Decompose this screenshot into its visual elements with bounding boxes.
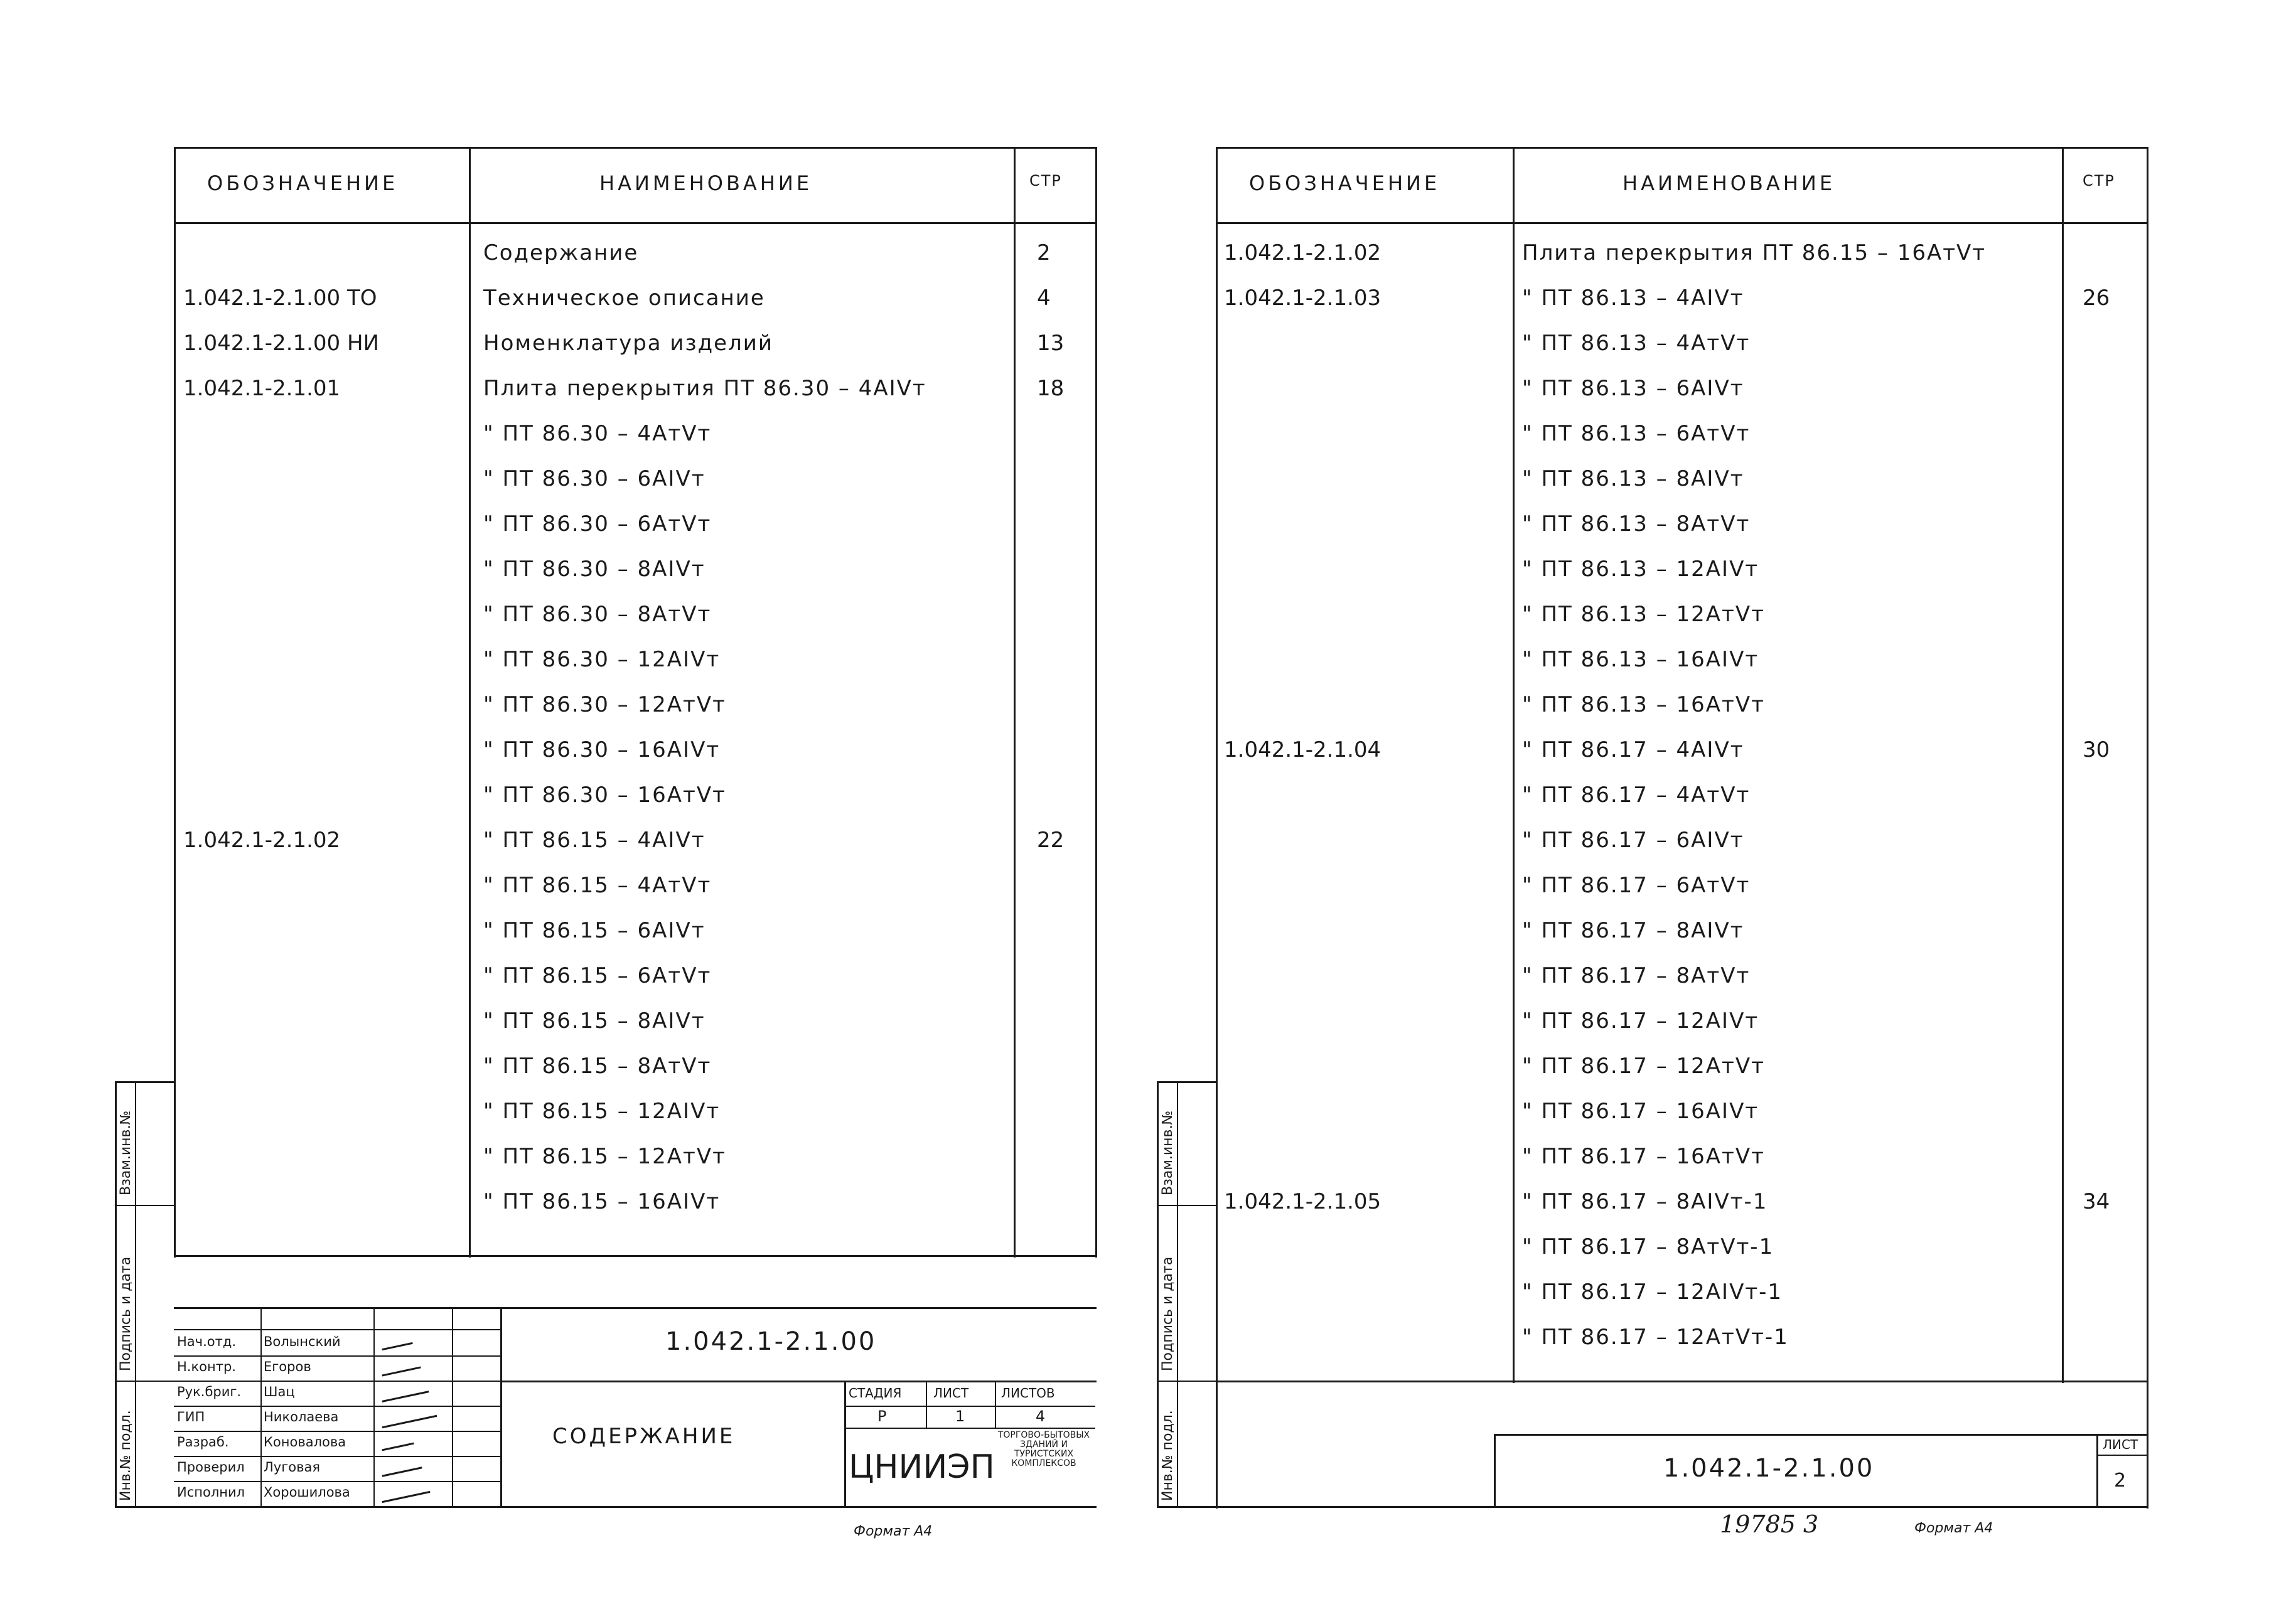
row-page: 18 [1037, 376, 1065, 401]
row-name: " ПТ 86.30 – 4АтVт [483, 421, 712, 446]
row-page: 22 [1037, 828, 1065, 853]
left-stamp-replace-inv: Взам.инв.№ [118, 1110, 134, 1195]
row-name: " ПТ 86.30 – 8АтVт [483, 602, 712, 627]
staff-name: Николаева [264, 1409, 339, 1424]
row-name: " ПТ 86.17 – 6АIVт [1522, 828, 1744, 853]
row-page: 26 [2083, 286, 2110, 311]
left-header-name: НАИМЕНОВАНИЕ [599, 171, 813, 195]
row-name: " ПТ 86.15 – 6АIVт [483, 918, 705, 943]
row-name: " ПТ 86.13 – 6АIVт [1522, 376, 1744, 401]
row-name: " ПТ 86.17 – 4АIVт [1522, 737, 1744, 762]
row-page: 2 [1037, 240, 1051, 265]
right-format-label: Формат А4 [1914, 1520, 1993, 1536]
row-name: Техническое описание [483, 286, 765, 311]
left-stamp-inv-orig: Инв.№ подл. [118, 1410, 134, 1501]
row-page: 34 [2083, 1189, 2110, 1214]
staff-name: Волынский [264, 1334, 341, 1349]
staff-role: Рук.бриг. [177, 1384, 242, 1399]
row-name: " ПТ 86.15 – 6АтVт [483, 963, 712, 988]
right-sheet-label: ЛИСТ [2103, 1437, 2138, 1452]
staff-role: Нач.отд. [177, 1334, 237, 1349]
row-name: " ПТ 86.30 – 16АтVт [483, 783, 726, 808]
left-doc-code: 1.042.1-2.1.00 [665, 1327, 877, 1356]
signature-mark [382, 1443, 414, 1451]
archive-number: 19785 3 [1720, 1510, 1819, 1538]
row-name: " ПТ 86.15 – 16АIVт [483, 1189, 721, 1214]
sheets-label: ЛИСТОВ [1001, 1386, 1055, 1401]
right-sheet-number: 2 [2114, 1470, 2127, 1492]
sheets-value: 4 [1036, 1408, 1046, 1425]
row-name: " ПТ 86.17 – 8АIVт-1 [1522, 1189, 1768, 1214]
row-name: " ПТ 86.30 – 8АIVт [483, 557, 705, 582]
row-name: " ПТ 86.17 – 6АтVт [1522, 873, 1751, 898]
row-designation: 1.042.1-2.1.00 НИ [183, 331, 379, 356]
row-name: " ПТ 86.13 – 16АтVт [1522, 692, 1765, 717]
signature-mark [382, 1415, 437, 1428]
row-name: " ПТ 86.15 – 4АIVт [483, 828, 705, 853]
staff-role: ГИП [177, 1409, 205, 1424]
row-name: " ПТ 86.17 – 4АтVт [1522, 783, 1751, 808]
row-name: " ПТ 86.15 – 8АIVт [483, 1008, 705, 1034]
row-page: 4 [1037, 286, 1051, 311]
row-name: " ПТ 86.17 – 8АтVт [1522, 963, 1751, 988]
row-name: " ПТ 86.17 – 12АтVт-1 [1522, 1325, 1789, 1350]
right-header-page: СТР [2083, 172, 2115, 190]
sheet-value: 1 [955, 1408, 965, 1425]
row-name: " ПТ 86.15 – 12АтVт [483, 1144, 726, 1169]
row-name: Номенклатура изделий [483, 331, 773, 356]
org-name: ЦНИИЭП [849, 1448, 995, 1486]
right-stamp-sign-date: Подпись и дата [1160, 1256, 1176, 1371]
row-name: " ПТ 86.15 – 4АтVт [483, 873, 712, 898]
signature-mark [382, 1391, 429, 1402]
right-stamp-replace-inv: Взам.инв.№ [1160, 1110, 1176, 1195]
stage-value: Р [877, 1408, 887, 1425]
sheet-label: ЛИСТ [933, 1386, 969, 1401]
row-name: " ПТ 86.15 – 12АIVт [483, 1099, 721, 1124]
left-stamp-sign-date: Подпись и дата [118, 1256, 134, 1371]
row-name: " ПТ 86.30 – 16АIVт [483, 737, 721, 762]
row-name: " ПТ 86.13 – 12АтVт [1522, 602, 1765, 627]
right-stamp-inv-orig: Инв.№ подл. [1160, 1410, 1176, 1501]
staff-name: Хорошилова [264, 1485, 350, 1500]
row-name: " ПТ 86.13 – 6АтVт [1522, 421, 1751, 446]
row-designation: 1.042.1-2.1.02 [1224, 240, 1381, 265]
staff-role: Проверил [177, 1460, 245, 1475]
row-name: " ПТ 86.13 – 8АIVт [1522, 466, 1744, 491]
signature-mark [382, 1466, 422, 1477]
left-header-page: СТР [1029, 172, 1062, 190]
signature-mark [382, 1366, 421, 1376]
staff-name: Коновалова [264, 1434, 346, 1450]
right-doc-code: 1.042.1-2.1.00 [1663, 1454, 1875, 1483]
stage-label: СТАДИЯ [849, 1386, 902, 1401]
row-name: " ПТ 86.13 – 8АтVт [1522, 511, 1751, 537]
row-name: " ПТ 86.17 – 8АIVт [1522, 918, 1744, 943]
row-name: Плита перекрытия ПТ 86.15 – 16АтVт [1522, 240, 1987, 265]
right-header-name: НАИМЕНОВАНИЕ [1623, 171, 1836, 195]
row-name: " ПТ 86.30 – 12АIVт [483, 647, 721, 672]
left-doc-title: СОДЕРЖАНИЕ [552, 1424, 736, 1449]
row-page: 13 [1037, 331, 1065, 356]
row-page: 30 [2083, 737, 2110, 762]
row-name: " ПТ 86.30 – 12АтVт [483, 692, 726, 717]
row-name: " ПТ 86.17 – 16АтVт [1522, 1144, 1765, 1169]
row-designation: 1.042.1-2.1.02 [183, 828, 341, 853]
staff-name: Егоров [264, 1359, 311, 1374]
right-header-designation: ОБОЗНАЧЕНИЕ [1249, 171, 1440, 195]
left-format-label: Формат А4 [854, 1524, 933, 1539]
row-name: " ПТ 86.17 – 12АIVт [1522, 1008, 1759, 1034]
row-name: Содержание [483, 240, 639, 265]
staff-name: Шац [264, 1384, 295, 1399]
row-designation: 1.042.1-2.1.01 [183, 376, 341, 401]
row-designation: 1.042.1-2.1.03 [1224, 286, 1381, 311]
staff-role: Н.контр. [177, 1359, 236, 1374]
row-designation: 1.042.1-2.1.05 [1224, 1189, 1381, 1214]
row-name: " ПТ 86.13 – 4АIVт [1522, 286, 1744, 311]
row-name: " ПТ 86.15 – 8АтVт [483, 1054, 712, 1079]
row-name: " ПТ 86.17 – 16АIVт [1522, 1099, 1759, 1124]
row-name: " ПТ 86.17 – 12АтVт [1522, 1054, 1765, 1079]
row-name: " ПТ 86.30 – 6АIVт [483, 466, 705, 491]
signature-mark [382, 1342, 413, 1350]
row-name: " ПТ 86.13 – 12АIVт [1522, 557, 1759, 582]
staff-role: Разраб. [177, 1434, 229, 1450]
staff-role: Исполнил [177, 1485, 245, 1500]
staff-name: Луговая [264, 1460, 320, 1475]
row-name: " ПТ 86.13 – 4АтVт [1522, 331, 1751, 356]
left-header-designation: ОБОЗНАЧЕНИЕ [207, 171, 399, 195]
row-name: Плита перекрытия ПТ 86.30 – 4АIVт [483, 376, 926, 401]
row-name: " ПТ 86.30 – 6АтVт [483, 511, 712, 537]
row-name: " ПТ 86.13 – 16АIVт [1522, 647, 1759, 672]
org-subtitle: ТОРГОВО-БЫТОВЫХ ЗДАНИЙ И ТУРИСТСКИХ КОМПЛЕКСОВ [997, 1430, 1090, 1468]
row-name: " ПТ 86.17 – 12АIVт-1 [1522, 1279, 1783, 1305]
signature-mark [382, 1491, 431, 1503]
row-designation: 1.042.1-2.1.00 ТО [183, 286, 377, 311]
row-name: " ПТ 86.17 – 8АтVт-1 [1522, 1234, 1774, 1259]
row-designation: 1.042.1-2.1.04 [1224, 737, 1381, 762]
